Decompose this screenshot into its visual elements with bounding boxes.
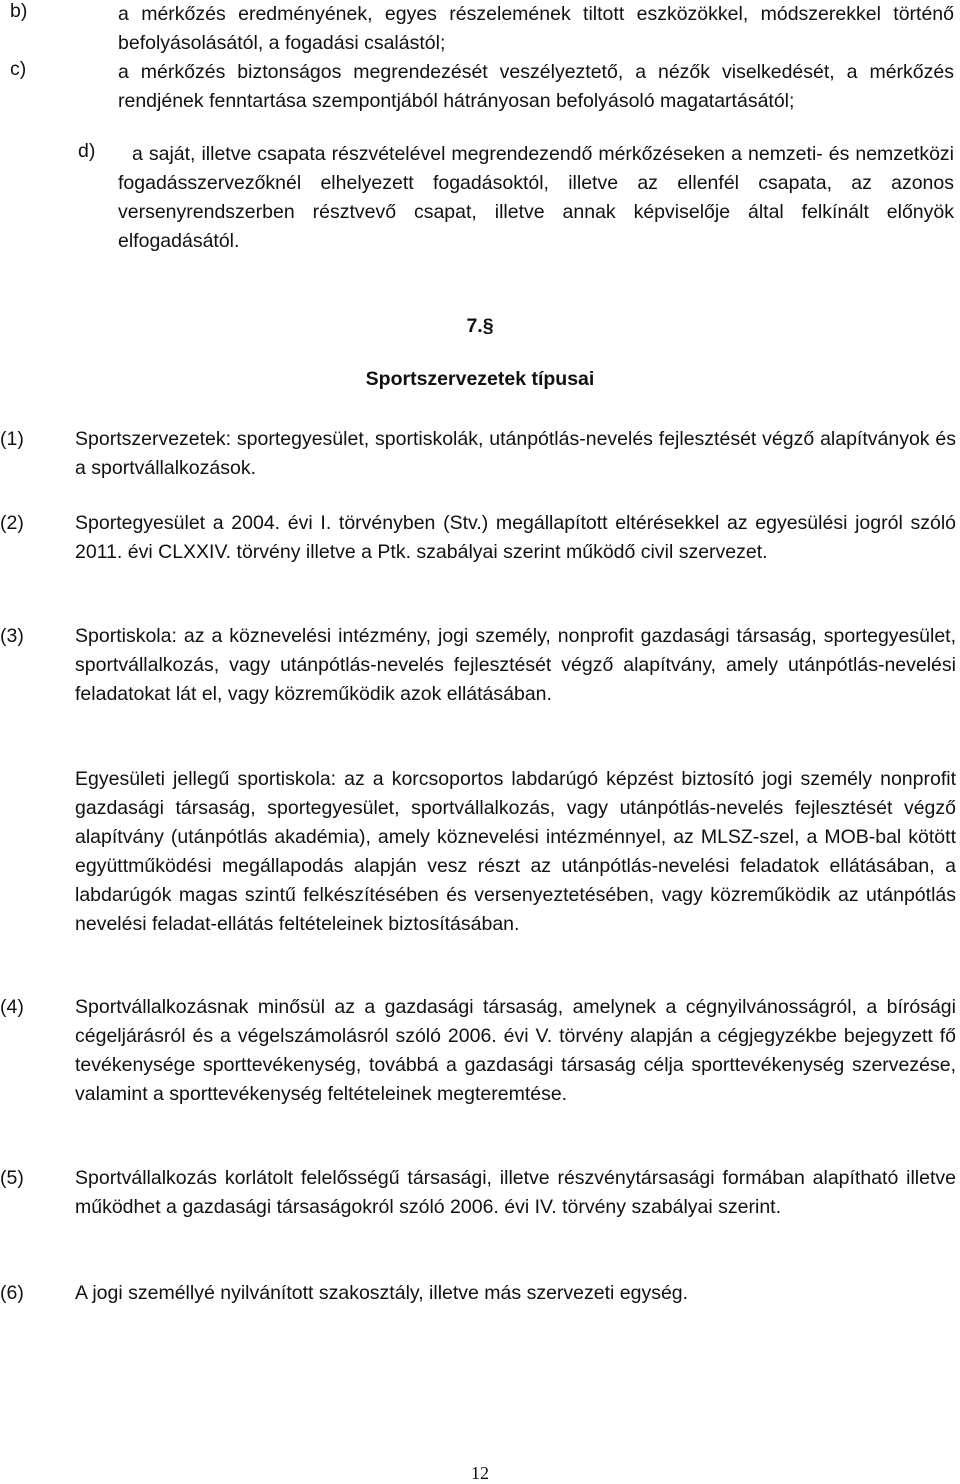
- paragraph-text: Egyesületi jellegű sportiskola: az a korcsoportos labdarúgó képzést biztosító jogi személy nonprofit gazdasági társaság, sportegyesület, sportvállalkozás, vagy utánpótlás-nevelés fejlesztését végző alapítvány (utánpótlás akadémia), amely köznevelési intézménnyel, az MLSZ-szel, a MOB-bal kötött együttműködési megállapodás alapján vesz részt az utánpótlás-nevelési feladatok ellátásában, a labdarúgók magas szintű felkészítésében és versenyeztetésében, vagy közreműködik az utánpótlás nevelési feladat-ellátás feltételeinek biztosításában.: [75, 768, 956, 935]
- paragraph-text: A jogi személlyé nyilvánított szakosztály, illetve más szervezeti egység.: [75, 1282, 689, 1304]
- paragraph-text: Sportegyesület a 2004. évi I. törvényben (Stv.) megállapított eltérésekkel az egyesülési jogról szóló 2011. évi CLXXIV. törvény illetve a Ptk. szabályai szerint működő civil szervezet.: [75, 512, 956, 563]
- paragraph-label: (2): [0, 512, 24, 534]
- list-item-label: b): [10, 0, 28, 22]
- page-number: 12: [471, 1463, 489, 1483]
- paragraph-text: Sportvállalkozásnak minősül az a gazdasági társaság, amelynek a cégnyilvánosságról, a bírósági cégeljárásról és a végelszámolásról szóló 2006. évi V. törvény alapján a cégjegyzékbe bejegyzett fő tevékenysége sporttevékenység, továbbá a gazdasági társaság célja sporttevékenység szervezése, valamint a sporttevékenység feltételeinek megteremtése.: [75, 996, 956, 1105]
- list-item-label: c): [10, 58, 27, 80]
- paragraph-text: Sportvállalkozás korlátolt felelősségű társasági, illetve részvénytársasági formában alapítható illetve működhet a gazdasági társaságokról szóló 2006. évi IV. törvény szabályai szerint.: [75, 1167, 956, 1218]
- paragraph-text: Sportiskola: az a köznevelési intézmény, jogi személy, nonprofit gazdasági társaság, sportegyesület, sportvállalkozás, vagy utánpótlás-nevelés fejlesztését végző alapítvány, amely utánpótlás-nevelési feladatokat lát el, vagy közreműködik azok ellátásában.: [75, 625, 956, 705]
- paragraph-3: [0, 622, 956, 709]
- section-title: Sportszervezetek típusai: [365, 368, 595, 390]
- paragraph-3-continued: [75, 765, 956, 939]
- paragraph-2: [0, 509, 956, 567]
- paragraph-4: [0, 993, 956, 1109]
- section-number: 7.§: [466, 315, 494, 337]
- list-item-text: a mérkőzés eredményének, egyes részelemének tiltott eszközökkel, módszerekkel történő befolyásolásától, a fogadási csalástól;: [118, 3, 954, 54]
- paragraph-5: [0, 1164, 956, 1222]
- paragraph-text: Sportszervezetek: sportegyesület, sportiskolák, utánpótlás-nevelés fejlesztését végző alapítványok és a sportvállalkozások.: [75, 428, 956, 479]
- paragraph-label: (1): [0, 428, 24, 450]
- paragraph-6: [0, 1279, 956, 1308]
- list-item-text: a saját, illetve csapata részvételével megrendezendő mérkőzéseken a nemzeti- és nemzetközi fogadásszervezőknél elhelyezett fogadásoktól, illetve az ellenfél csapata, az azonos versenyrendszerben résztvevő csapat, illetve annak képviselője által felkínált előnyök elfogadásától.: [118, 143, 954, 252]
- paragraph-label: (5): [0, 1167, 24, 1189]
- list-item-label: d): [78, 140, 96, 162]
- list-item-text: a mérkőzés biztonságos megrendezését veszélyeztető, a nézők viselkedését, a mérkőzés rendjének fenntartása szempontjából hátrányosan befolyásoló magatartásától;: [118, 61, 954, 112]
- paragraph-label: (4): [0, 996, 24, 1018]
- paragraph-1: [0, 425, 956, 483]
- paragraph-label: (3): [0, 625, 24, 647]
- paragraph-label: (6): [0, 1282, 24, 1304]
